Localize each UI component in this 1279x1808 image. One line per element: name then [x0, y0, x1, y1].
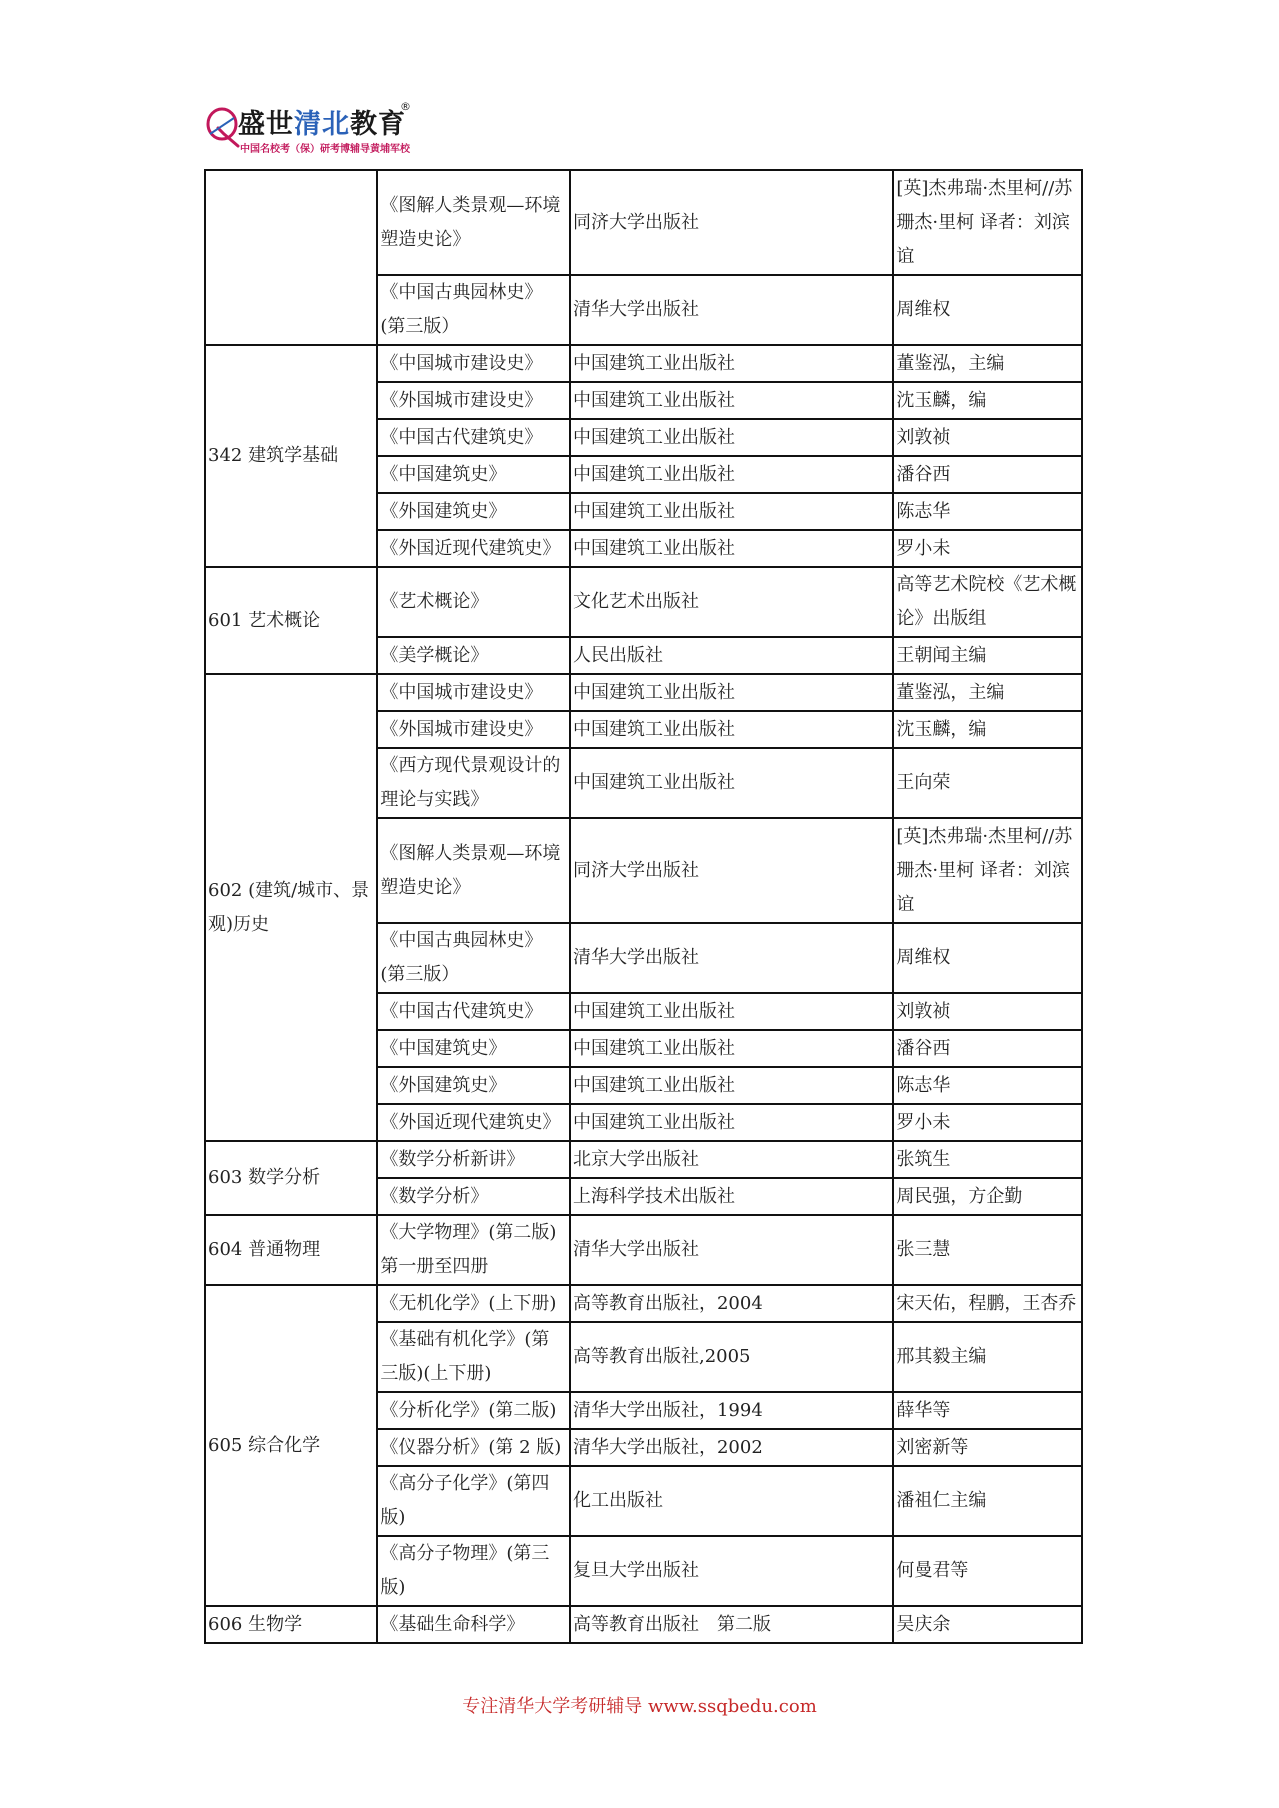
publisher-cell: 高等教育出版社，2004 [570, 1285, 893, 1322]
publisher-cell: 中国建筑工业出版社 [570, 1067, 893, 1104]
book-title-cell: 《艺术概论》 [377, 567, 570, 637]
subject-cell: 603 数学分析 [205, 1141, 377, 1215]
publisher-cell: 复旦大学出版社 [570, 1536, 893, 1606]
book-title-cell: 《中国建筑史》 [377, 456, 570, 493]
subject-cell: 604 普通物理 [205, 1215, 377, 1285]
table-row [205, 1215, 1082, 1285]
table-row [205, 170, 1082, 275]
author-cell: 张筑生 [893, 1141, 1082, 1178]
logo-title: 盛世清北教育 [238, 109, 406, 140]
book-title-cell: 《外国近现代建筑史》 [377, 530, 570, 567]
author-cell: 潘祖仁主编 [893, 1466, 1082, 1536]
table-row [205, 674, 1082, 711]
logo-registered-mark: ® [400, 100, 411, 113]
book-title-cell: 《中国古典园林史》(第三版） [377, 275, 570, 345]
author-cell: [英]杰弗瑞·杰里柯//苏珊杰·里柯 译者：刘滨谊 [893, 170, 1082, 275]
author-cell: 罗小未 [893, 530, 1082, 567]
book-title-cell: 《基础生命科学》 [377, 1606, 570, 1643]
logo-subtitle: 中国名校考（保）研考博辅导黄埔军校 [240, 144, 410, 155]
publisher-cell: 清华大学出版社，1994 [570, 1392, 893, 1429]
subject-cell: 606 生物学 [205, 1606, 377, 1643]
book-title-cell: 《大学物理》(第二版)第一册至四册 [377, 1215, 570, 1285]
publisher-cell: 高等教育出版社 第二版 [570, 1606, 893, 1643]
book-title-cell: 《无机化学》(上下册) [377, 1285, 570, 1322]
footer-text: 专注清华大学考研辅导 www.ssqbedu.com [462, 1696, 817, 1717]
author-cell: 陈志华 [893, 493, 1082, 530]
book-title-cell: 《中国古代建筑史》 [377, 993, 570, 1030]
book-title-cell: 《数学分析》 [377, 1178, 570, 1215]
book-title-cell: 《高分子化学》(第四版) [377, 1466, 570, 1536]
book-title-cell: 《美学概论》 [377, 637, 570, 674]
subject-cell: 605 综合化学 [205, 1285, 377, 1606]
table-row [205, 567, 1082, 637]
author-cell: 董鉴泓，主编 [893, 674, 1082, 711]
author-cell: 潘谷西 [893, 1030, 1082, 1067]
publisher-cell: 高等教育出版社,2005 [570, 1322, 893, 1392]
author-cell: 邢其毅主编 [893, 1322, 1082, 1392]
publisher-cell: 中国建筑工业出版社 [570, 419, 893, 456]
author-cell: 王朝闻主编 [893, 637, 1082, 674]
publisher-cell: 中国建筑工业出版社 [570, 993, 893, 1030]
book-title-cell: 《中国城市建设史》 [377, 345, 570, 382]
book-title-cell: 《西方现代景观设计的理论与实践》 [377, 748, 570, 818]
publisher-cell: 同济大学出版社 [570, 170, 893, 275]
author-cell: 王向荣 [893, 748, 1082, 818]
book-title-cell: 《外国城市建设史》 [377, 711, 570, 748]
table-row [205, 1606, 1082, 1643]
author-cell: [英]杰弗瑞·杰里柯//苏珊杰·里柯 译者：刘滨谊 [893, 818, 1082, 923]
author-cell: 周维权 [893, 275, 1082, 345]
author-cell: 董鉴泓，主编 [893, 345, 1082, 382]
author-cell: 沈玉麟，编 [893, 382, 1082, 419]
book-title-cell: 《图解人类景观—环境塑造史论》 [377, 170, 570, 275]
publisher-cell: 化工出版社 [570, 1466, 893, 1536]
book-title-cell: 《基础有机化学》(第三版)(上下册) [377, 1322, 570, 1392]
publisher-cell: 中国建筑工业出版社 [570, 382, 893, 419]
publisher-cell: 同济大学出版社 [570, 818, 893, 923]
table-row [205, 1285, 1082, 1322]
author-cell: 罗小未 [893, 1104, 1082, 1141]
table-row [205, 345, 1082, 382]
author-cell: 宋天佑，程鹏，王杏乔 [893, 1285, 1082, 1322]
publisher-cell: 中国建筑工业出版社 [570, 345, 893, 382]
publisher-cell: 中国建筑工业出版社 [570, 530, 893, 567]
publisher-cell: 人民出版社 [570, 637, 893, 674]
book-title-cell: 《外国建筑史》 [377, 1067, 570, 1104]
author-cell: 周民强，方企勤 [893, 1178, 1082, 1215]
publisher-cell: 清华大学出版社 [570, 1215, 893, 1285]
textbook-table-body [205, 170, 1082, 1643]
book-title-cell: 《数学分析新讲》 [377, 1141, 570, 1178]
textbook-table [204, 169, 1083, 1644]
book-title-cell: 《外国城市建设史》 [377, 382, 570, 419]
book-title-cell: 《高分子物理》(第三版) [377, 1536, 570, 1606]
author-cell: 潘谷西 [893, 456, 1082, 493]
publisher-cell: 北京大学出版社 [570, 1141, 893, 1178]
author-cell: 薛华等 [893, 1392, 1082, 1429]
book-title-cell: 《中国古典园林史》(第三版） [377, 923, 570, 993]
book-title-cell: 《外国建筑史》 [377, 493, 570, 530]
book-title-cell: 《分析化学》(第二版) [377, 1392, 570, 1429]
author-cell: 吴庆余 [893, 1606, 1082, 1643]
publisher-cell: 中国建筑工业出版社 [570, 711, 893, 748]
publisher-cell: 中国建筑工业出版社 [570, 456, 893, 493]
table-row [205, 1141, 1082, 1178]
book-title-cell: 《外国近现代建筑史》 [377, 1104, 570, 1141]
publisher-cell: 清华大学出版社，2002 [570, 1429, 893, 1466]
subject-cell: 601 艺术概论 [205, 567, 377, 674]
author-cell: 高等艺术院校《艺术概论》出版组 [893, 567, 1082, 637]
book-title-cell: 《图解人类景观—环境塑造史论》 [377, 818, 570, 923]
book-title-cell: 《中国古代建筑史》 [377, 419, 570, 456]
author-cell: 何曼君等 [893, 1536, 1082, 1606]
publisher-cell: 中国建筑工业出版社 [570, 1104, 893, 1141]
author-cell: 张三慧 [893, 1215, 1082, 1285]
publisher-cell: 中国建筑工业出版社 [570, 1030, 893, 1067]
publisher-cell: 上海科学技术出版社 [570, 1178, 893, 1215]
author-cell: 刘密新等 [893, 1429, 1082, 1466]
subject-cell: 602 (建筑/城市、景观)历史 [205, 674, 377, 1141]
publisher-cell: 清华大学出版社 [570, 923, 893, 993]
publisher-cell: 文化艺术出版社 [570, 567, 893, 637]
book-title-cell: 《中国城市建设史》 [377, 674, 570, 711]
author-cell: 沈玉麟，编 [893, 711, 1082, 748]
publisher-cell: 中国建筑工业出版社 [570, 748, 893, 818]
logo-q-icon [204, 104, 242, 148]
book-title-cell: 《中国建筑史》 [377, 1030, 570, 1067]
author-cell: 周维权 [893, 923, 1082, 993]
publisher-cell: 中国建筑工业出版社 [570, 674, 893, 711]
logo [204, 100, 424, 160]
publisher-cell: 中国建筑工业出版社 [570, 493, 893, 530]
publisher-cell: 清华大学出版社 [570, 275, 893, 345]
author-cell: 刘敦祯 [893, 993, 1082, 1030]
book-title-cell: 《仪器分析》(第 2 版) [377, 1429, 570, 1466]
subject-cell [205, 170, 377, 345]
author-cell: 刘敦祯 [893, 419, 1082, 456]
author-cell: 陈志华 [893, 1067, 1082, 1104]
subject-cell: 342 建筑学基础 [205, 345, 377, 567]
